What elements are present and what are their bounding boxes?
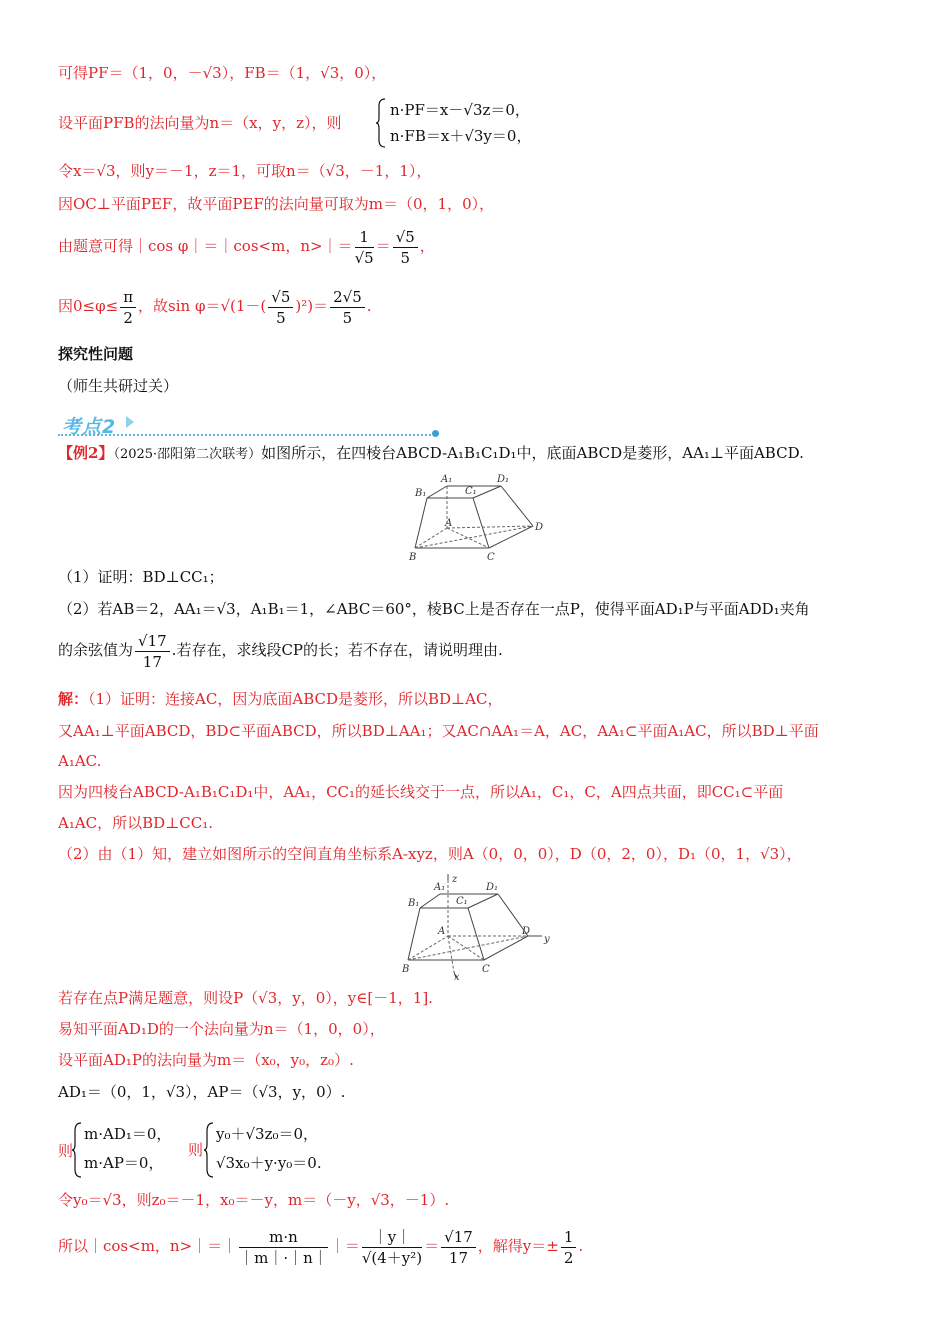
fig1-label-d1: D₁ [497, 474, 510, 485]
system-line-2: n·FB＝x＋√3y＝0， [390, 127, 532, 145]
solution-step-12: 令y₀＝√3，则z₀＝－1，x₀＝－y，m＝（－y，√3，－1）. [58, 1191, 450, 1209]
fig2-label-x: x [454, 972, 460, 982]
fig2-label-a1: A₁ [434, 882, 446, 893]
section-subheading: （师生共研过关） [58, 377, 179, 395]
system-2-line-2: m·AP＝0， [84, 1154, 164, 1172]
solution-step-1-text: （1）证明：连接AC，因为底面ABCD是菱形，所以BD⊥AC， [88, 690, 503, 708]
solution-tag: 解： [58, 690, 89, 708]
system-line-1: n·PF＝x－√3z＝0， [390, 101, 530, 119]
fraction-1-over-root5: $\frac{1}{√5}$ [354, 227, 374, 267]
final-prefix: 所以｜cos<m，n>｜＝｜ [58, 1237, 238, 1255]
system-2-line-1: m·AD₁＝0， [84, 1125, 172, 1143]
equals: ＝ [375, 237, 391, 255]
fig2-label-d: D [522, 926, 531, 937]
system-then-1: 则 [58, 1142, 74, 1160]
final-period: . [578, 1237, 584, 1255]
kaodian-badge [58, 410, 134, 436]
triangle-arrow-icon [126, 416, 134, 428]
solution-step-10: AD₁＝（0，1，√3），AP＝（√3，y，0）. [58, 1083, 346, 1101]
system-brace-2 [72, 1122, 82, 1178]
final-eq: ＝ [424, 1237, 440, 1255]
solution-line-4: 因OC⊥平面PEF，故平面PEF的法向量可取为m＝（0，1，0）， [58, 195, 495, 213]
system-brace [376, 98, 386, 148]
fraction-inner: $\frac{√5}{5}$ [268, 287, 293, 328]
example-stem-line [58, 442, 804, 466]
fig1-label-c: C [487, 552, 495, 563]
solution-line-1: 可得PF＝（1，0，－√3），FB＝（1，√3，0）， [58, 64, 387, 82]
solution-step-5: A₁AC，所以BD⊥CC₁. [58, 814, 214, 832]
solution-step-2: 又AA₁⊥平面ABCD，BD⊂平面ABCD，所以BD⊥AA₁；又AC∩AA₁＝A，AC，AA₁⊂平面A₁AC，所以BD⊥平面 [58, 722, 819, 740]
final-mid: ｜＝ [329, 1237, 360, 1255]
solution-step-7: 若存在点P满足题意，则设P（√3，y，0），y∈[－1，1]. [58, 989, 433, 1007]
frustum-figure-1 [405, 470, 555, 566]
fraction-pi-over-2: $\frac{\pi}{2}$ [120, 287, 136, 328]
question-1: （1）证明：BD⊥CC₁； [58, 568, 224, 586]
q2-prefix: 的余弦值为 [58, 641, 134, 659]
fig2-label-b1: B₁ [408, 898, 420, 909]
solution-step-6: （2）由（1）知，建立如图所示的空间直角坐标系A-xyz，则A（0，0，0），D（0，2，0），D₁（0，1，√3）， [58, 845, 802, 863]
example-tag: 【例2】 [58, 444, 114, 462]
final-mid-2: ，解得y＝± [477, 1237, 559, 1255]
question-2-line-b [58, 628, 503, 672]
fraction-answer: $\frac{2√5}{5}$ [330, 287, 365, 328]
fig2-label-c1: C₁ [456, 896, 468, 907]
question-2-line-a: （2）若AB＝2，AA₁＝√3，A₁B₁＝1，∠ABC＝60°，棱BC上是否存在一点P，使得平面AD₁P与平面ADD₁夹角 [58, 600, 810, 618]
fig2-label-d1: D₁ [486, 882, 499, 893]
frustum-figure-2 [398, 872, 558, 982]
fraction-root17: $\frac{√17}{17}$ [441, 1227, 476, 1268]
solution-step-3: A₁AC. [58, 752, 102, 770]
fraction-y: $\frac{|y|}{\text{√(4＋y²)}}$ [361, 1227, 423, 1267]
fig1-label-a1: A₁ [441, 474, 453, 485]
fig1-label-d: D [535, 522, 544, 533]
q2-suffix: .若存在，求线段CP的长；若不存在，请说明理由. [171, 641, 503, 659]
solution-step-4: 因为四棱台ABCD-A₁B₁C₁D₁中，AA₁，CC₁的延长线交于一点，所以A₁，C₁，C，A四点共面，即CC₁⊂平面 [58, 783, 784, 801]
solution-line-2-prefix: 设平面PFB的法向量为n＝（x，y，z），则 [58, 114, 342, 132]
solution-step-9: 设平面AD₁P的法向量为m＝（x₀，y₀，z₀）. [58, 1051, 354, 1069]
fraction-root17-over-17: $\frac{√17}{17}$ [135, 631, 170, 672]
solution-step-1 [58, 688, 502, 710]
comma: ， [419, 237, 435, 255]
fraction-mn: $\frac{m\cdot n}{|m|\cdot|n|}$ [239, 1227, 328, 1267]
period: . [366, 297, 372, 315]
section-heading: 探究性问题 [58, 345, 134, 363]
fig2-label-b: B [402, 964, 410, 975]
fig2-label-c: C [482, 964, 490, 975]
fig1-label-b: B [409, 552, 417, 563]
solution-line-5 [58, 224, 435, 268]
fig2-label-z: z [452, 874, 458, 885]
example-stem: 如图所示，在四棱台ABCD-A₁B₁C₁D₁中，底面ABCD是菱形，AA₁⊥平面ABCD. [261, 444, 804, 462]
system-3-line-2: √3x₀＋y·y₀＝0. [216, 1154, 322, 1172]
sin-expr: ，故sin φ＝√(1－( [138, 297, 267, 315]
system-brace-3 [204, 1122, 214, 1178]
fig1-label-a: A [445, 518, 453, 529]
solution-step-8: 易知平面AD₁D的一个法向量为n＝（1，0，0）， [58, 1020, 385, 1038]
system-then-2: 则 [188, 1141, 204, 1159]
fig1-label-c1: C₁ [465, 486, 477, 497]
fraction-root5-over-5: $\frac{√5}{5}$ [393, 227, 418, 268]
sin-expr-2: )²)＝ [295, 297, 329, 315]
fig2-label-y: y [544, 934, 550, 945]
kaodian-label: 考点2 [62, 416, 117, 438]
range-prefix: 因0≤φ≤ [58, 297, 119, 315]
solution-line-3: 令x＝√3，则y＝－1，z＝1，可取n＝（√3，－1，1）， [58, 162, 432, 180]
divider [58, 434, 438, 436]
system-3-line-1: y₀＋√3z₀＝0， [216, 1125, 319, 1143]
solution-line-6 [58, 284, 372, 328]
cos-prefix: 由题意可得｜cos φ｜＝｜cos<m，n>｜＝ [58, 237, 353, 255]
divider-dot [432, 430, 439, 437]
solution-step-13 [58, 1224, 583, 1268]
fraction-half: $\frac{1}{2}$ [561, 1227, 577, 1268]
example-source: （2025·邵阳第二次联考） [113, 447, 262, 462]
fig1-label-b1: B₁ [415, 488, 427, 499]
fig2-label-a: A [438, 926, 446, 937]
